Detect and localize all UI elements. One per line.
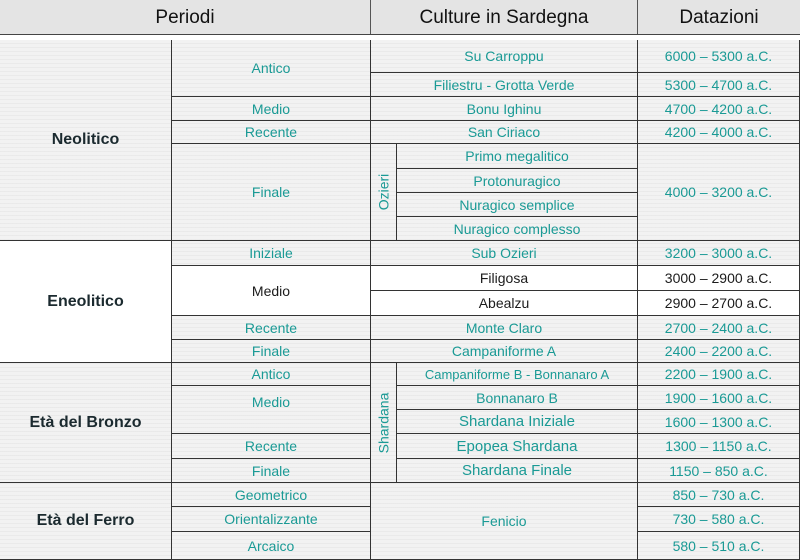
culture-filigosa: Filigosa <box>371 266 638 291</box>
culture-campaniforme-b: Campaniforme B - Bonnanaro A <box>397 363 638 386</box>
date-13: 1600 – 1300 a.C. <box>638 410 800 434</box>
chronology-table <box>0 40 800 560</box>
culture-bonu-ighinu: Bonu Ighinu <box>371 97 638 121</box>
date-15: 1150 – 850 a.C. <box>638 459 800 483</box>
date-16: 850 – 730 a.C. <box>638 483 800 507</box>
culture-shardana-iniziale: Shardana Iniziale <box>397 410 638 434</box>
period-neolitico: Neolitico <box>0 40 172 241</box>
phase-bronzo-recente: Recente <box>172 434 371 459</box>
date-9: 2700 – 2400 a.C. <box>638 316 800 340</box>
culture-shardana-finale: Shardana Finale <box>397 459 638 483</box>
phase-neolitico-medio: Medio <box>172 97 371 121</box>
phase-ferro-orientalizzante: Orientalizzante <box>172 507 371 532</box>
culture-su-carroppu: Su Carroppu <box>371 40 638 73</box>
header-culture: Culture in Sardegna <box>371 0 638 34</box>
phase-neolitico-recente: Recente <box>172 121 371 144</box>
phase-neolitico-finale: Finale <box>172 144 371 241</box>
date-18: 580 – 510 a.C. <box>638 532 800 560</box>
culture-nuragico-semplice: Nuragico semplice <box>397 193 638 217</box>
date-17: 730 – 580 a.C. <box>638 507 800 532</box>
group-ozieri-label: Ozieri <box>375 173 392 211</box>
phase-ferro-arcaico: Arcaico <box>172 532 371 560</box>
date-10: 2400 – 2200 a.C. <box>638 340 800 363</box>
date-11: 2200 – 1900 a.C. <box>638 363 800 386</box>
culture-bonnanaro-b: Bonnanaro B <box>397 386 638 410</box>
phase-eneolitico-finale: Finale <box>172 340 371 363</box>
header-datazioni: Datazioni <box>679 7 759 28</box>
culture-filiestru: Filiestru - Grotta Verde <box>371 73 638 97</box>
phase-neolitico-antico: Antico <box>172 40 371 97</box>
phase-bronzo-antico: Antico <box>172 363 371 386</box>
phase-eneolitico-medio: Medio <box>172 266 371 316</box>
culture-nuragico-complesso: Nuragico complesso <box>397 217 638 241</box>
culture-sub-ozieri: Sub Ozieri <box>371 241 638 266</box>
culture-abealzu: Abealzu <box>371 291 638 316</box>
group-shardana <box>371 363 397 483</box>
phase-bronzo-finale: Finale <box>172 459 371 483</box>
culture-primo-megalitico: Primo megalitico <box>397 144 638 169</box>
date-2: 5300 – 4700 a.C. <box>638 73 800 97</box>
culture-fenicio: Fenicio <box>371 483 638 560</box>
date-1: 6000 – 5300 a.C. <box>638 40 800 73</box>
culture-campaniforme-a: Campaniforme A <box>371 340 638 363</box>
date-4: 4200 – 4000 a.C. <box>638 121 800 144</box>
culture-monte-claro: Monte Claro <box>371 316 638 340</box>
phase-eneolitico-iniziale: Iniziale <box>172 241 371 266</box>
phase-ferro-geometrico: Geometrico <box>172 483 371 507</box>
period-eneolitico: Eneolitico <box>0 241 172 363</box>
period-bronzo: Età del Bronzo <box>0 363 172 483</box>
culture-protonuragico: Protonuragico <box>397 169 638 193</box>
culture-epopea-shardana: Epopea Shardana <box>397 434 638 459</box>
date-6: 3200 – 3000 a.C. <box>638 241 800 266</box>
phase-bronzo-medio: Medio <box>172 386 371 434</box>
group-ozieri <box>371 144 397 241</box>
date-14: 1300 – 1150 a.C. <box>638 434 800 459</box>
header-periodi: Periodi <box>0 0 371 34</box>
phase-eneolitico-recente: Recente <box>172 316 371 340</box>
date-5: 4000 – 3200 a.C. <box>638 144 800 241</box>
date-7: 3000 – 2900 a.C. <box>638 266 800 291</box>
culture-san-ciriaco: San Ciriaco <box>371 121 638 144</box>
date-8: 2900 – 2700 a.C. <box>638 291 800 316</box>
group-shardana-label: Shardana <box>375 392 392 453</box>
period-ferro: Età del Ferro <box>0 483 172 560</box>
date-12: 1900 – 1600 a.C. <box>638 386 800 410</box>
table-header <box>0 0 800 35</box>
date-3: 4700 – 4200 a.C. <box>638 97 800 121</box>
